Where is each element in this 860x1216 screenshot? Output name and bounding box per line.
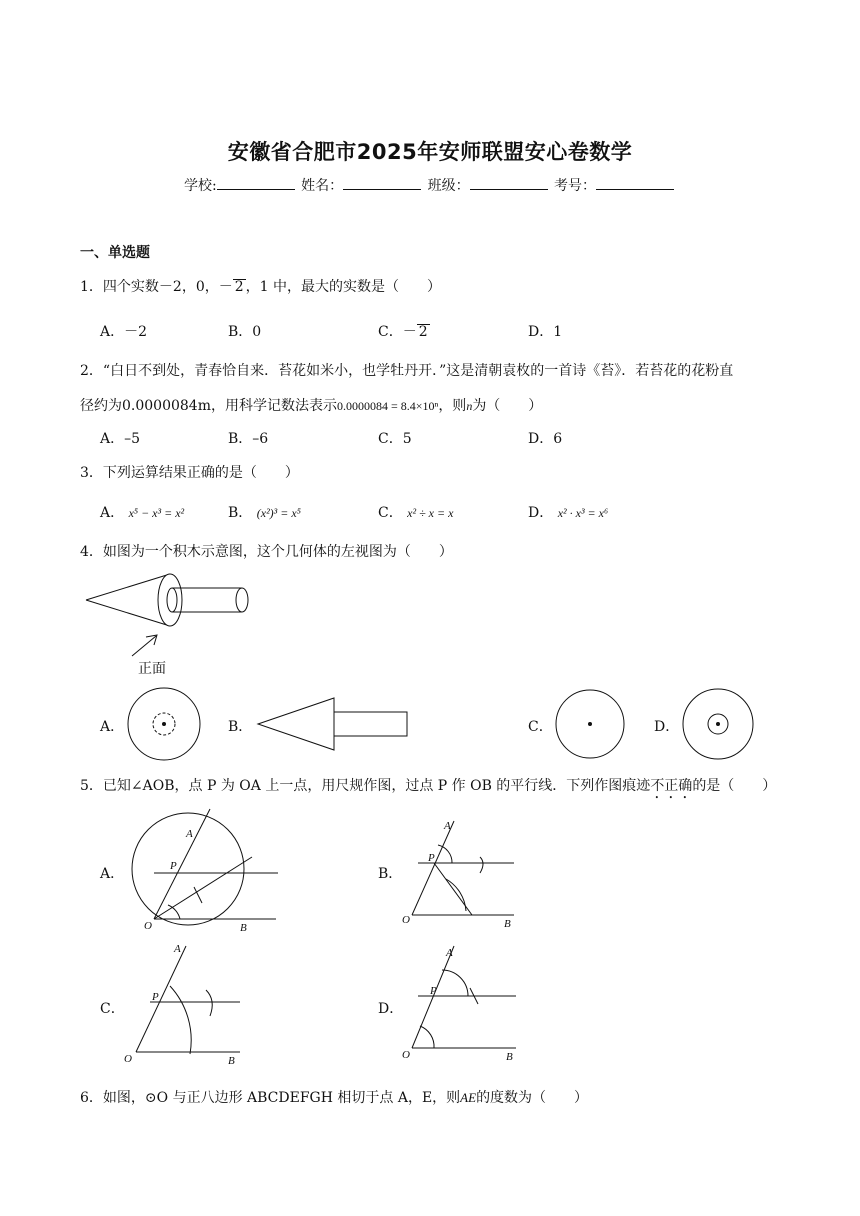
question-4-stem: 4．如图为一个积木示意图，这个几何体的左视图为（ ）: [80, 544, 453, 560]
school-label: 学校:: [183, 178, 217, 194]
question-1-stem: 1．四个实数－2，0，－ 2 ，1 中，最大的实数是（ ）: [80, 279, 442, 295]
svg-text:B: B: [240, 922, 247, 934]
option-d-view: [680, 686, 760, 766]
question-3-option-c: C． x² ÷ x = x: [378, 505, 454, 521]
question-5-option-c: C．: [100, 1001, 125, 1017]
svg-text:A: A: [444, 820, 451, 832]
question-2-line-2: 径约为0.0000084m，用科学记数法表示0.0000084 = 8.4×10ⁿ，则n为（ ）: [80, 398, 543, 414]
question-5-option-d: D．: [378, 1001, 404, 1017]
arc-ae: AE: [460, 1090, 477, 1105]
option-d-construction: [398, 940, 528, 1070]
question-2-option-d: D．6: [528, 431, 563, 447]
svg-text:A: A: [446, 947, 453, 959]
svg-text:B: B: [228, 1055, 235, 1067]
question-5-option-b: B．: [378, 866, 403, 882]
option-a-construction: [120, 815, 290, 935]
svg-text:B: B: [504, 918, 511, 930]
question-2-option-a: A．–5: [100, 431, 141, 447]
name-label: 姓名：: [301, 178, 344, 194]
question-5-stem: 5．已知∠AOB，点 P 为 OA 上一点，用尺规作图，过点 P 作 OB 的平行线．下列作图痕迹不正确的是（ ）: [80, 778, 777, 794]
school-blank: [217, 177, 295, 190]
svg-text:P: P: [430, 985, 437, 997]
question-3-option-b: B． (x²)³ = x⁵: [228, 505, 301, 521]
scientific-notation-expr: 0.0000084 = 8.4×10ⁿ: [336, 399, 439, 413]
question-3-stem: 3．下列运算结果正确的是（ ）: [80, 465, 299, 481]
question-1-option-d: D．1: [528, 324, 563, 340]
class-blank: [470, 177, 548, 190]
option-c-construction: [120, 940, 250, 1070]
svg-text:O: O: [402, 1049, 410, 1061]
exam-number-label: 考号：: [554, 178, 597, 194]
question-4-option-d: D．: [654, 719, 680, 735]
svg-text:A: A: [186, 828, 193, 840]
option-b-view: [254, 696, 414, 756]
block-model-figure: [80, 568, 260, 678]
name-blank: [343, 177, 421, 190]
question-1-option-b: B．0: [228, 324, 262, 340]
question-4-option-c: C．: [528, 719, 553, 735]
question-2-line-1: 2．“白日不到处，青春恰自来．苔花如米小，也学牡丹开．”这是清朝袁枚的一首诗《苔》．若苔花的花粉直: [80, 363, 734, 379]
question-2-option-c: C．5: [378, 431, 412, 447]
sqrt-2: 2: [234, 279, 244, 295]
question-5-option-a: A．: [100, 866, 125, 882]
question-4-option-a: A．: [100, 719, 125, 735]
svg-text:P: P: [170, 860, 177, 872]
section-heading: 一、单选题: [80, 245, 150, 261]
question-1-option-a: A．－2: [100, 324, 148, 340]
question-1-option-c: C．－ 2: [378, 324, 428, 340]
question-2-option-b: B．–6: [228, 431, 269, 447]
exam-number-blank: [596, 177, 674, 190]
option-a-view: [126, 686, 206, 766]
svg-text:P: P: [428, 852, 435, 864]
svg-text:P: P: [152, 991, 159, 1003]
svg-text:O: O: [124, 1053, 132, 1065]
front-view-label: 正面: [138, 661, 166, 677]
svg-text:O: O: [402, 914, 410, 926]
option-b-construction: [398, 815, 528, 935]
svg-text:O: O: [144, 920, 152, 932]
svg-text:B: B: [506, 1051, 513, 1063]
question-3-option-d: D． x² · x³ = x⁶: [528, 505, 609, 521]
question-4-option-b: B．: [228, 719, 253, 735]
question-3-option-a: A． x⁵ − x³ = x²: [100, 505, 185, 521]
option-c-view: [554, 686, 634, 766]
svg-text:A: A: [174, 943, 181, 955]
page-title: 安徽省合肥市2025年安师联盟安心卷数学: [227, 140, 633, 164]
class-label: 班级：: [427, 178, 470, 194]
question-6-stem: 6．如图，⊙O 与正八边形 ABCDEFGH 相切于点 A，E，则AE的度数为（ ）: [80, 1090, 589, 1106]
student-info-line: [0, 175, 860, 195]
